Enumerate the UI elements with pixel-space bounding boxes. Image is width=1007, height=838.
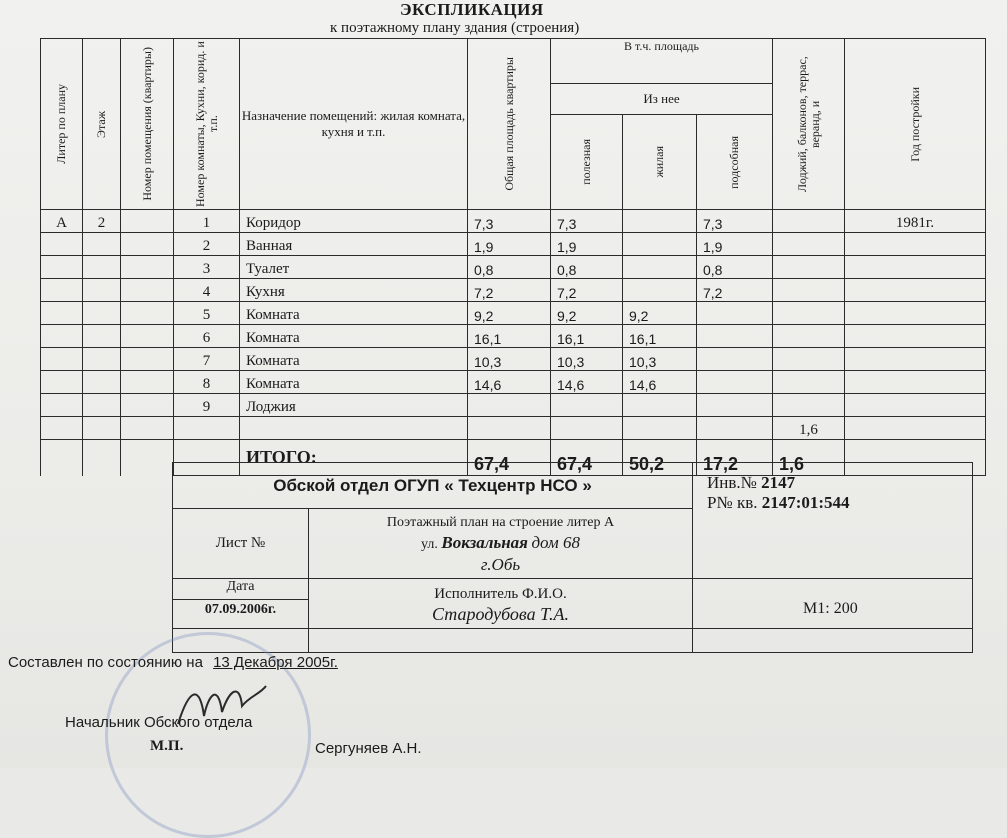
date-block: Дата 07.09.2006г. [173,579,309,629]
col-header-total-area: Общая площадь квартиры [468,39,551,210]
col-header-auxiliary: подсобная [727,135,742,189]
table-row: 8 Комната 14,6 14,6 14,6 [41,371,986,394]
document-subtitle: к поэтажному плану здания (строения) [330,20,580,36]
sheet-label: Лист № [173,509,309,579]
col-header-year: Год постройки [845,39,986,210]
col-header-liter: Литер по плану [41,39,83,210]
table-row: 3 Туалет 0,8 0,8 0,8 [41,256,986,279]
table-row: 4 Кухня 7,2 7,2 7,2 [41,279,986,302]
col-header-loggia: Лоджий, балконов, террас, веранд, и [773,39,845,210]
plan-description: Поэтажный план на строение литер А ул. Вокзальная дом 68 г.Обь [309,509,693,579]
total-living: 50,2 [623,440,697,476]
compiled-status: Составлен по состоянию на 13 Декабря 2005г. [8,654,338,671]
total-area: 67,4 [468,440,551,476]
col-header-living: жилая [652,146,667,178]
col-header-group: В т.ч. площадь Из нее полезная жилая подсобная [551,39,773,210]
table-row: 5 Комната 9,2 9,2 9,2 [41,302,986,325]
total-aux: 17,2 [697,440,773,476]
table-row: 9 Лоджия [41,394,986,417]
executor-block: Исполнитель Ф.И.О. Стародубова Т.А. [309,579,693,629]
mp-label: М.П. [150,738,184,754]
organization-name: Обской отдел ОГУП « Техцентр НСО » [173,463,693,509]
col-header-apartment: Номер помещения (квартиры) [121,39,174,210]
table-row: 6 Комната 16,1 16,1 16,1 [41,325,986,348]
head-name: Сергуняев А.Н. [315,740,422,757]
table-row: 2 Ванная 1,9 1,9 1,9 [41,233,986,256]
col-header-purpose: Назначение помещений: жилая комната, кухня и т.п. [240,39,468,210]
explication-table [40,38,986,476]
col-header-useful: полезная [579,139,594,185]
col-header-room-number: Номер комнаты, Кухни, корид. и т.п. [174,39,240,210]
title-block [172,462,972,653]
table-row: 1,6 [41,417,986,440]
head-label: Начальник Обского отдела [65,714,253,731]
col-header-floor: Этаж [83,39,121,210]
total-label: ИТОГО: [240,440,468,476]
table-row: А 2 1 Коридор 7,3 7,3 7,3 1981г. [41,210,986,233]
table-row: 7 Комната 10,3 10,3 10,3 [41,348,986,371]
scale-label: М1: 200 [693,579,973,629]
total-useful: 67,4 [551,440,623,476]
total-loggia: 1,6 [773,440,845,476]
document-title: ЭКСПЛИКАЦИЯ [400,0,544,19]
inventory-block: Инв.№ 2147 Р№ кв. 2147:01:544 [693,463,973,579]
